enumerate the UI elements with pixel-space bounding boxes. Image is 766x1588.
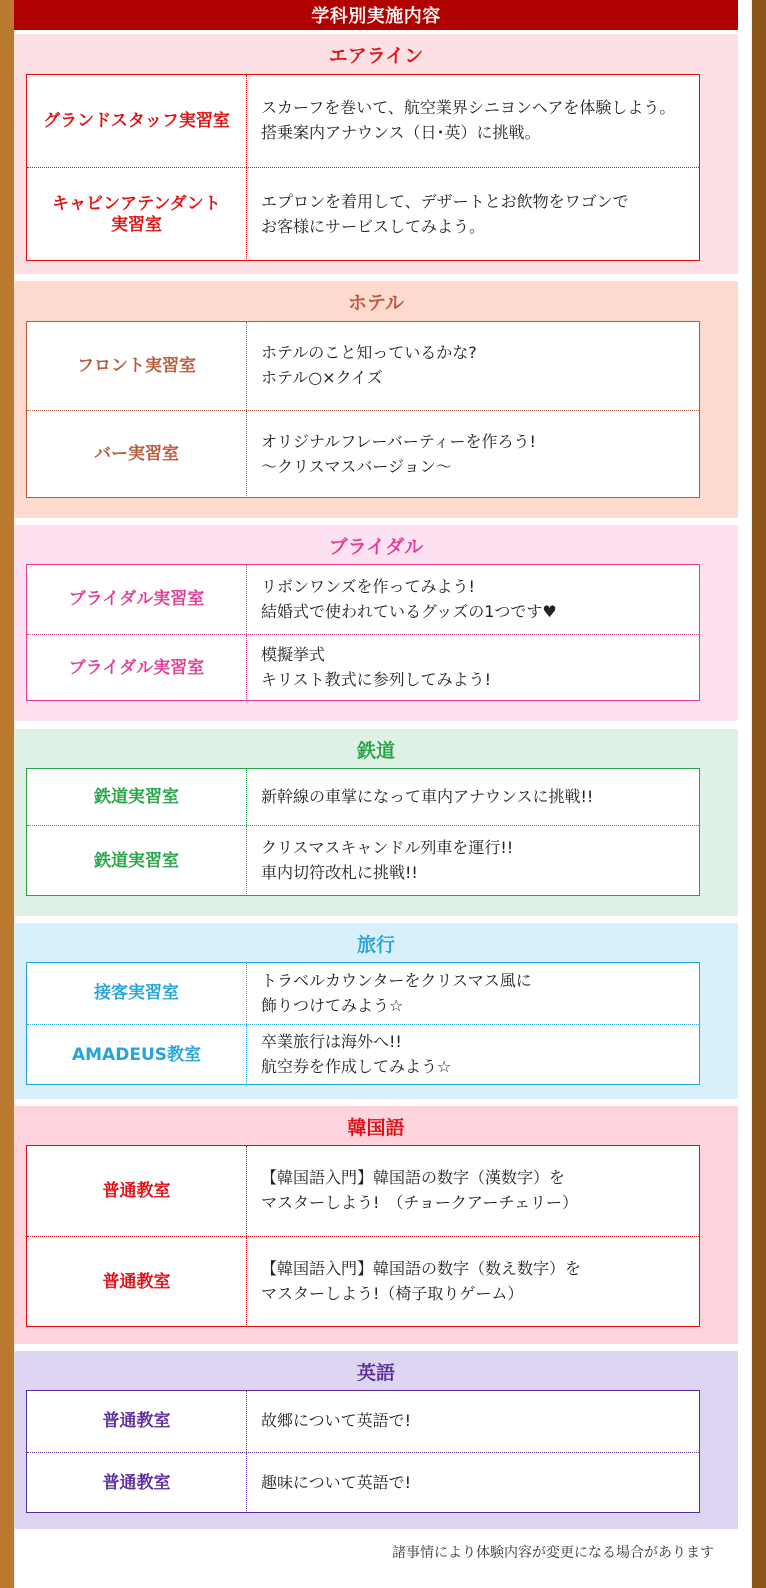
table-row [27,769,699,825]
room-name: 接客実習室 [27,963,247,1024]
section-airline [14,34,738,274]
room-name: ブライダル実習室 [27,565,247,634]
section-title: 英語 [356,1361,395,1384]
program-table [26,1390,700,1513]
table-row [27,1024,699,1085]
table-row [27,322,699,410]
activity-description: スカーフを巻いて、航空業界シニヨンヘアを体験しよう。 搭乗案内アナウンス（日･英）に挑戦。 [261,98,676,142]
section-title: 鉄道 [356,739,395,762]
section-title: ホテル [347,291,405,314]
activity-description: 模擬挙式 キリスト教式に参列してみよう! [261,645,492,689]
room-name: AMADEUS教室 [27,1025,247,1085]
section-title: 韓国語 [347,1116,405,1139]
activity-description: クリスマスキャンドル列車を運行!! 車内切符改札に挑戦!! [261,838,514,882]
table-row [27,167,699,261]
section-title: 旅行 [356,933,395,956]
table-row [27,963,699,1024]
activity-description: ホテルのこと知っているかな? ホテル○×クイズ [261,343,477,387]
activity-description: 【韓国語入門】韓国語の数字（数え数字）を マスターしよう!（椅子取りゲーム） [261,1259,582,1303]
room-name: 普通教室 [27,1453,247,1513]
section-rail [14,729,738,916]
table-row [27,1452,699,1513]
section-travel [14,923,738,1099]
activity-description: オリジナルフレーバーティーを作ろう! ～クリスマスバージョン～ [261,431,536,476]
activity-description: 趣味について英語で! [261,1472,412,1492]
room-name: ブライダル実習室 [27,635,247,701]
room-name: フロント実習室 [27,322,247,410]
table-row [27,1391,699,1452]
program-table [26,321,700,498]
section-title: エアライン [328,44,424,67]
room-name: 鉄道実習室 [27,826,247,896]
activity-description: トラベルカウンターをクリスマス風に 飾りつけてみよう☆ [261,970,532,1015]
program-table [26,564,700,701]
room-name: 普通教室 [27,1146,247,1236]
table-row [27,1146,699,1236]
program-table [26,768,700,896]
page-title: 学科別実施内容 [14,0,738,30]
table-row [27,825,699,896]
activity-description: エプロンを着用して、デザートとお飲物をワゴンで お客様にサービスしてみよう。 [261,191,629,236]
program-table [26,962,700,1085]
change-notice: 諸事情により体験内容が変更になる場合があります [392,1545,714,1561]
section-bridal [14,525,738,721]
section-title: ブライダル [328,535,424,558]
room-name: 普通教室 [27,1237,247,1327]
activity-description: 故郷について英語で! [261,1411,412,1431]
room-name: キャビンアテンダント 実習室 [27,168,247,261]
section-korean [14,1106,738,1344]
table-row [27,634,699,701]
room-name: 鉄道実習室 [27,769,247,825]
activity-description: 【韓国語入門】韓国語の数字（漢数字）を マスターしよう! （チョークアーチェリー） [261,1168,578,1212]
table-row [27,1236,699,1327]
table-row [27,75,699,167]
program-table [26,1145,700,1327]
activity-description: 新幹線の車掌になって車内アナウンスに挑戦!! [261,786,594,806]
table-row [27,565,699,634]
room-name: グランドスタッフ実習室 [27,75,247,167]
table-row [27,410,699,498]
room-name: 普通教室 [27,1391,247,1452]
program-table [26,74,700,261]
activity-description: リボンワンズを作ってみよう! 結婚式で使われているグッズの1つです♥ [261,576,557,621]
section-english [14,1351,738,1529]
section-hotel [14,281,738,518]
activity-description: 卒業旅行は海外へ!! 航空券を作成してみよう☆ [261,1032,452,1076]
room-name: バー実習室 [27,411,247,498]
